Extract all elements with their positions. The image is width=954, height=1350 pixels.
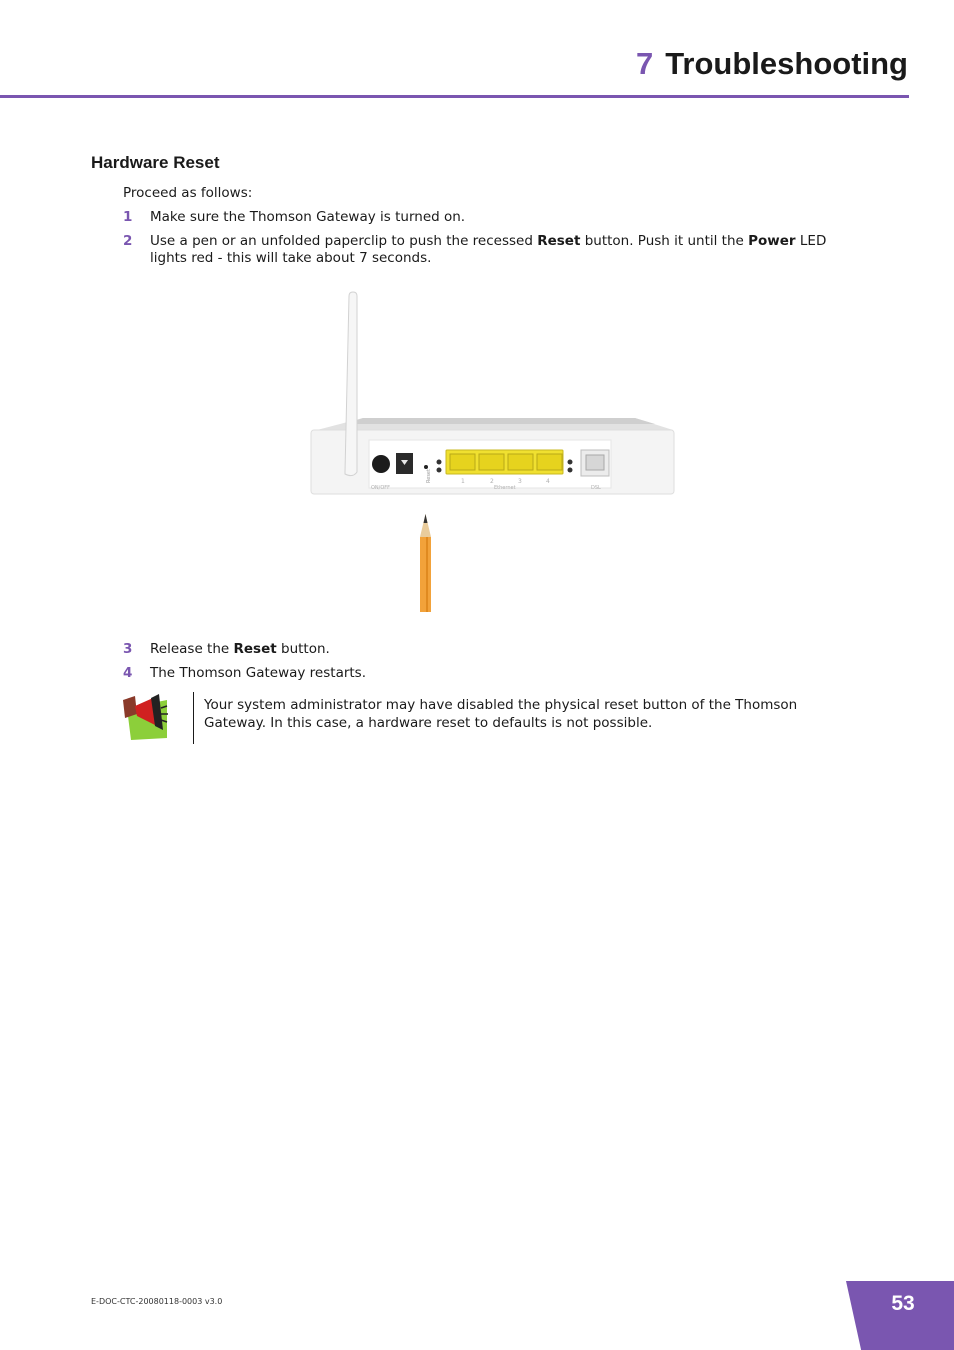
ethernet-port-2 [479,454,504,470]
power-switch [372,455,390,473]
step-text: The Thomson Gateway restarts. [150,665,367,681]
reset-label: Reset [426,469,432,483]
antenna [345,292,357,476]
header-rule [0,95,909,98]
step-text: Make sure the Thomson Gateway is turned on. [150,209,466,225]
note-text: Your system administrator may have disabled the physical reset button of the Thomson Gateway. In this case, a hardware reset to defaults is not possible. [204,697,798,731]
document-id: E-DOC-CTC-20080118-0003 v3.0 [91,1297,223,1306]
step-number: 1 [123,209,133,225]
section-heading: Hardware Reset [91,153,220,172]
reset-term: Reset [233,641,277,657]
intro-text: Proceed as follows: [123,185,253,201]
port-3-label: 3 [518,478,522,485]
reset-term: Reset [537,233,581,249]
chapter-title [636,46,908,82]
chapter-title-text: Troubleshooting [665,46,908,81]
step-3 [123,641,863,658]
note-divider [193,692,194,744]
gateway-reset-illustration [305,290,680,618]
step-text: Use a pen or an unfolded paperclip to push the recessed Reset button. Push it until the Power LED lights red - this will take about 7 seconds. [150,233,827,266]
step-number: 2 [123,233,133,249]
page-number: 53 [891,1292,915,1315]
megaphone-note-icon [121,692,171,742]
step-text: Release the Reset button. [150,641,330,657]
step-number: 3 [123,641,133,657]
step-number: 4 [123,665,133,681]
port-2-label: 2 [490,478,494,485]
ethernet-port-3 [508,454,533,470]
pencil-icon [420,514,431,612]
ethernet-port-4 [537,454,562,470]
step-4 [123,665,863,682]
step-2 [123,233,863,267]
ethernet-port-1 [450,454,475,470]
chapter-number: 7 [635,46,654,81]
dsl-label: DSL [591,485,601,491]
step-1 [123,209,863,226]
port-4-label: 4 [546,478,550,485]
reset-hole [424,465,428,469]
onoff-label: ON/OFF [371,485,391,491]
ethernet-label: Ethernet [494,485,516,491]
power-term: Power [748,233,796,249]
port-1-label: 1 [461,478,465,485]
